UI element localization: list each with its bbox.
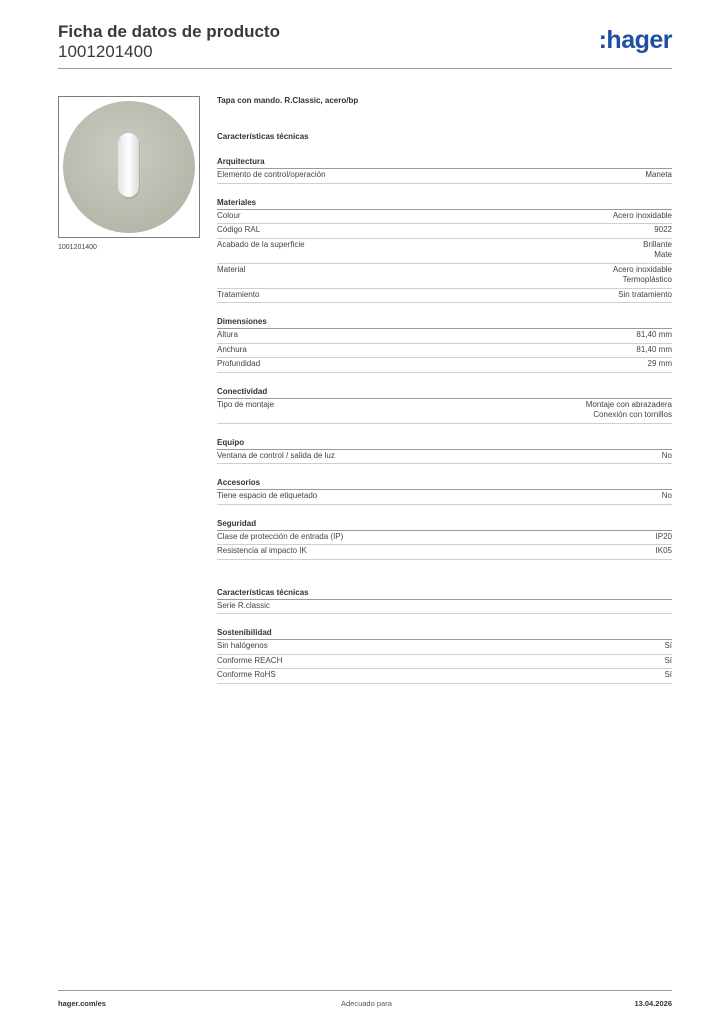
product-name: Tapa con mando. R.Classic, acero/bp [217,96,359,105]
spec-sections [217,155,672,560]
section-title: Equipo [217,436,672,450]
footer-date: 13.04.2026 [634,999,672,1008]
spec-label: Conforme REACH [217,655,283,665]
spec-label: Anchura [217,344,247,354]
section-title: Seguridad [217,517,672,531]
spec-value-line: IK05 [655,546,672,555]
spec-row [217,490,672,505]
spec-row [217,640,672,655]
spec-value [656,546,672,557]
product-code: 1001201400 [58,42,153,61]
spec-row [217,358,672,373]
spec-label: Material [217,264,246,274]
spec-label: Tiene espacio de etiquetado [217,491,318,500]
spec-value [654,225,672,236]
spec-value-line: 81,40 mm [636,344,672,354]
section-title: Dimensiones [217,315,672,329]
spec-heading: Características técnicas [217,132,309,141]
spec-value-line: Acero inoxidable [612,210,672,220]
spec-label: Código RAL [217,225,261,234]
spec-value-line: Sí [664,655,672,665]
spec-row [217,450,672,465]
section-title: Características técnicas [217,586,672,600]
spec-section [217,626,672,684]
spec-value-line: Montaje con abrazadera [585,399,672,409]
section-title: Conectividad [217,385,672,399]
spec-label: Sin halógenos [217,641,268,650]
spec-value [648,359,672,370]
spec-section [217,385,672,424]
spec-sections-extra [217,586,672,684]
page-header [58,22,672,69]
spec-section [217,315,672,373]
spec-row [217,239,672,264]
spec-label: Elemento de control/operación [217,170,326,179]
spec-row [217,329,672,344]
spec-row [217,669,672,684]
spec-value [613,265,672,286]
spec-label: Altura [217,330,238,339]
image-caption: 1001201400 [58,244,97,251]
spec-row [217,210,672,225]
spec-row [217,169,672,184]
spec-section [217,517,672,560]
spec-value-line: Termoplástico [622,275,672,284]
spec-row [217,655,672,670]
page-footer [58,990,672,1008]
spec-value-line: Sin tratamiento [618,289,672,299]
spec-value-line: Maneta [645,170,672,179]
spec-value [645,170,672,181]
spec-value-line: Conexión con tornillos [593,410,672,419]
spec-row [217,264,672,289]
spec-section [217,476,672,505]
spec-value [656,532,672,543]
spec-row [217,224,672,239]
spec-value-line: Acero inoxidable [612,264,672,274]
spec-value [664,656,672,667]
spec-content [217,96,672,696]
section-title: Sostenibilidad [217,626,672,640]
page-title: Ficha de datos de producto [58,22,280,41]
spec-value-line: IP20 [655,531,672,541]
hager-logo: :hager [598,26,672,54]
spec-section [217,586,672,615]
spec-label: Colour [217,210,241,220]
spec-value-line: Mate [654,250,672,259]
section-title: Accesorios [217,476,672,490]
spec-row [217,344,672,359]
spec-label: Acabado de la superficie [217,239,305,249]
spec-row [217,531,672,546]
spec-value [613,211,672,222]
spec-row [217,600,672,615]
spec-value [643,240,672,261]
spec-value [636,330,672,341]
section-title: Materiales [217,196,672,210]
spec-value [662,491,672,502]
spec-value-line: Sí [664,641,672,650]
spec-value-line: 29 mm [647,359,672,368]
spec-value [664,670,672,681]
spec-label: Clase de protección de entrada (IP) [217,531,344,541]
spec-label: Ventana de control / salida de luz [217,450,335,460]
spec-value-line: No [661,491,672,500]
spec-value-line: 9022 [654,225,672,234]
spec-label: Serie R.classic [217,600,270,610]
spec-section [217,196,672,304]
footer-website[interactable]: hager.com/es [58,999,106,1008]
spec-value-line: Brillante [643,239,672,249]
spec-section [217,155,672,184]
spec-value-line: No [661,450,672,460]
spec-value [636,345,672,356]
spec-section [217,436,672,465]
spec-value [618,290,672,301]
spec-row [217,399,672,424]
spec-label: Tipo de montaje [217,399,275,409]
spec-value [586,400,672,421]
spec-label: Resistencia al impacto IK [217,546,307,555]
spec-label: Conforme RoHS [217,670,276,679]
spec-value-line: 81,40 mm [636,330,672,339]
product-image [58,96,200,238]
spec-label: Profundidad [217,359,261,368]
spec-value [664,641,672,652]
spec-value-line: Sí [664,670,672,679]
spec-row [217,289,672,304]
footer-middle: Adecuado para [341,999,392,1008]
spec-row [217,545,672,560]
spec-value [662,451,672,462]
spec-label: Tratamiento [217,289,260,299]
section-title: Arquitectura [217,155,672,169]
